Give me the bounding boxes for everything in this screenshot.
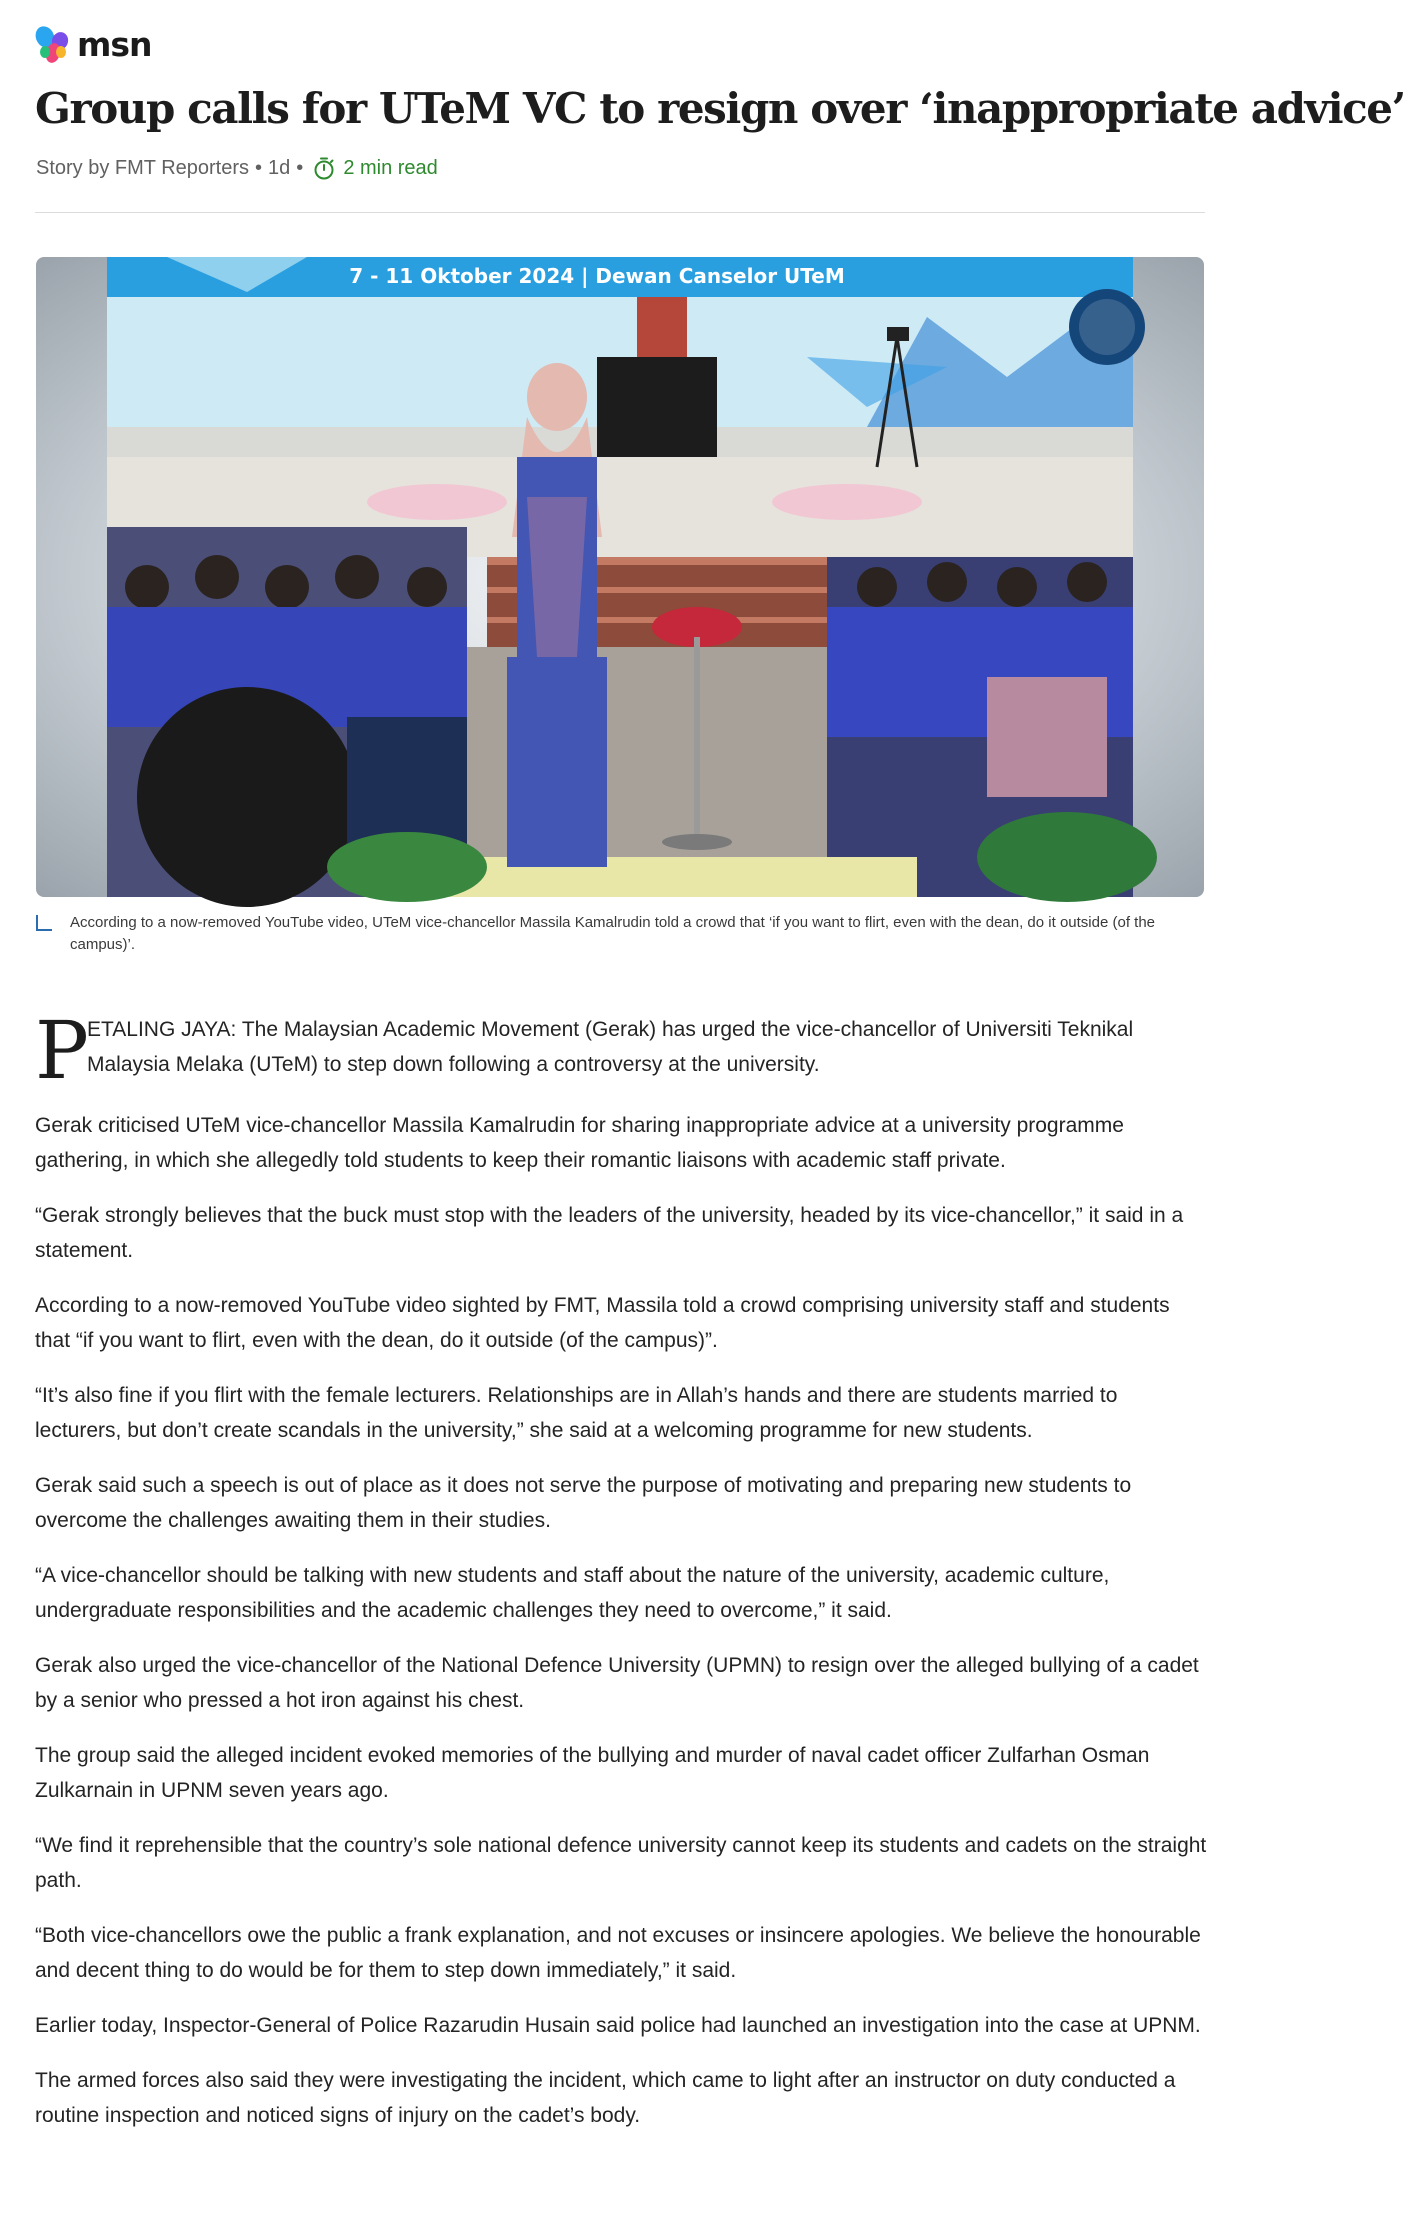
stopwatch-icon <box>313 156 335 180</box>
image-caption <box>36 912 1186 956</box>
logo-text: msn <box>77 25 152 64</box>
article-hero-image[interactable] <box>36 257 1204 897</box>
article-paragraph: “Gerak strongly believes that the buck must stop with the leaders of the university, headed by its vice-chancellor,” it said in a statement. <box>35 1204 1184 1262</box>
article-paragraph: Earlier today, Inspector-General of Police Razarudin Husain said police had launched an investigation into the case at UPNM. <box>35 2014 1201 2037</box>
byline-author[interactable]: Story by FMT Reporters <box>36 156 250 179</box>
drop-cap: P <box>35 1004 89 1097</box>
article-paragraph: The group said the alleged incident evoked memories of the bullying and murder of naval cadet officer Zulfarhan Osman Zulkarnain in UPNM seven years ago. <box>35 1744 1150 1802</box>
article-paragraph: “It’s also fine if you flirt with the female lecturers. Relationships are in Allah’s hands and there are students married to lecturers, but don’t create scandals in the university,” she said at a welcoming programme for new students. <box>35 1384 1118 1442</box>
lead-paragraph <box>35 1004 1207 1097</box>
article-paragraph: “Both vice-chancellors owe the public a frank explanation, and not excuses or insincere apologies. We believe the honourable and decent thing to do would be for them to step down immediately,” it said. <box>35 1924 1201 1982</box>
caption-corner-icon <box>36 915 52 931</box>
lead-text: ETALING JAYA: The Malaysian Academic Movement (Gerak) has urged the vice-chancellor of Universiti Teknikal Malaysia Melaka (UTeM) to step down following a controversy at the university. <box>87 1018 1134 1076</box>
article-paragraph: Gerak criticised UTeM vice-chancellor Massila Kamalrudin for sharing inappropriate advice at a university programme gathering, in which she allegedly told students to keep their romantic liaisons with academic staff private. <box>35 1114 1124 1172</box>
article-paragraph: “A vice-chancellor should be talking with new students and staff about the nature of the university, academic culture, undergraduate responsibilities and the academic challenges they need to overcome,” it said. <box>35 1564 1110 1622</box>
byline-separator: • <box>296 156 304 179</box>
msn-butterfly-icon <box>33 24 75 66</box>
article-headline: Group calls for UTeM VC to resign over ‘inappropriate advice’ <box>35 84 1405 133</box>
read-time <box>313 156 438 180</box>
article-paragraph: Gerak said such a speech is out of place as it does not serve the purpose of motivating and preparing new students to overcome the challenges awaiting them in their studies. <box>35 1474 1132 1532</box>
msn-logo[interactable] <box>33 22 152 68</box>
read-time-text: 2 min read <box>343 156 438 179</box>
article-paragraph: According to a now-removed YouTube video sighted by FMT, Massila told a crowd comprising university staff and students that “if you want to flirt, even with the dean, do it outside (of the campus)”. <box>35 1294 1170 1352</box>
header-divider <box>35 212 1205 213</box>
hero-photo <box>107 257 1133 897</box>
banner-text: 7 - 11 Oktober 2024 | Dewan Canselor UTeM <box>349 264 845 288</box>
article-paragraph: “We find it reprehensible that the country’s sole national defence university cannot keep its students and cadets on the straight path. <box>35 1834 1207 1892</box>
article-body <box>35 1004 1207 2153</box>
article-paragraph: The armed forces also said they were investigating the incident, which came to light after an instructor on duty conducted a routine inspection and noticed signs of injury on the cadet’s body. <box>35 2069 1176 2127</box>
byline-age: 1d <box>268 156 291 179</box>
article-paragraph: Gerak also urged the vice-chancellor of the National Defence University (UPMN) to resign over the alleged bullying of a cadet by a senior who pressed a hot iron against his chest. <box>35 1654 1199 1712</box>
byline-separator: • <box>255 156 263 179</box>
byline <box>36 152 438 184</box>
caption-text: According to a now-removed YouTube video, UTeM vice-chancellor Massila Kamalrudin told a crowd that ‘if you want to flirt, even with the dean, do it outside (of the campus)’. <box>70 914 1156 953</box>
